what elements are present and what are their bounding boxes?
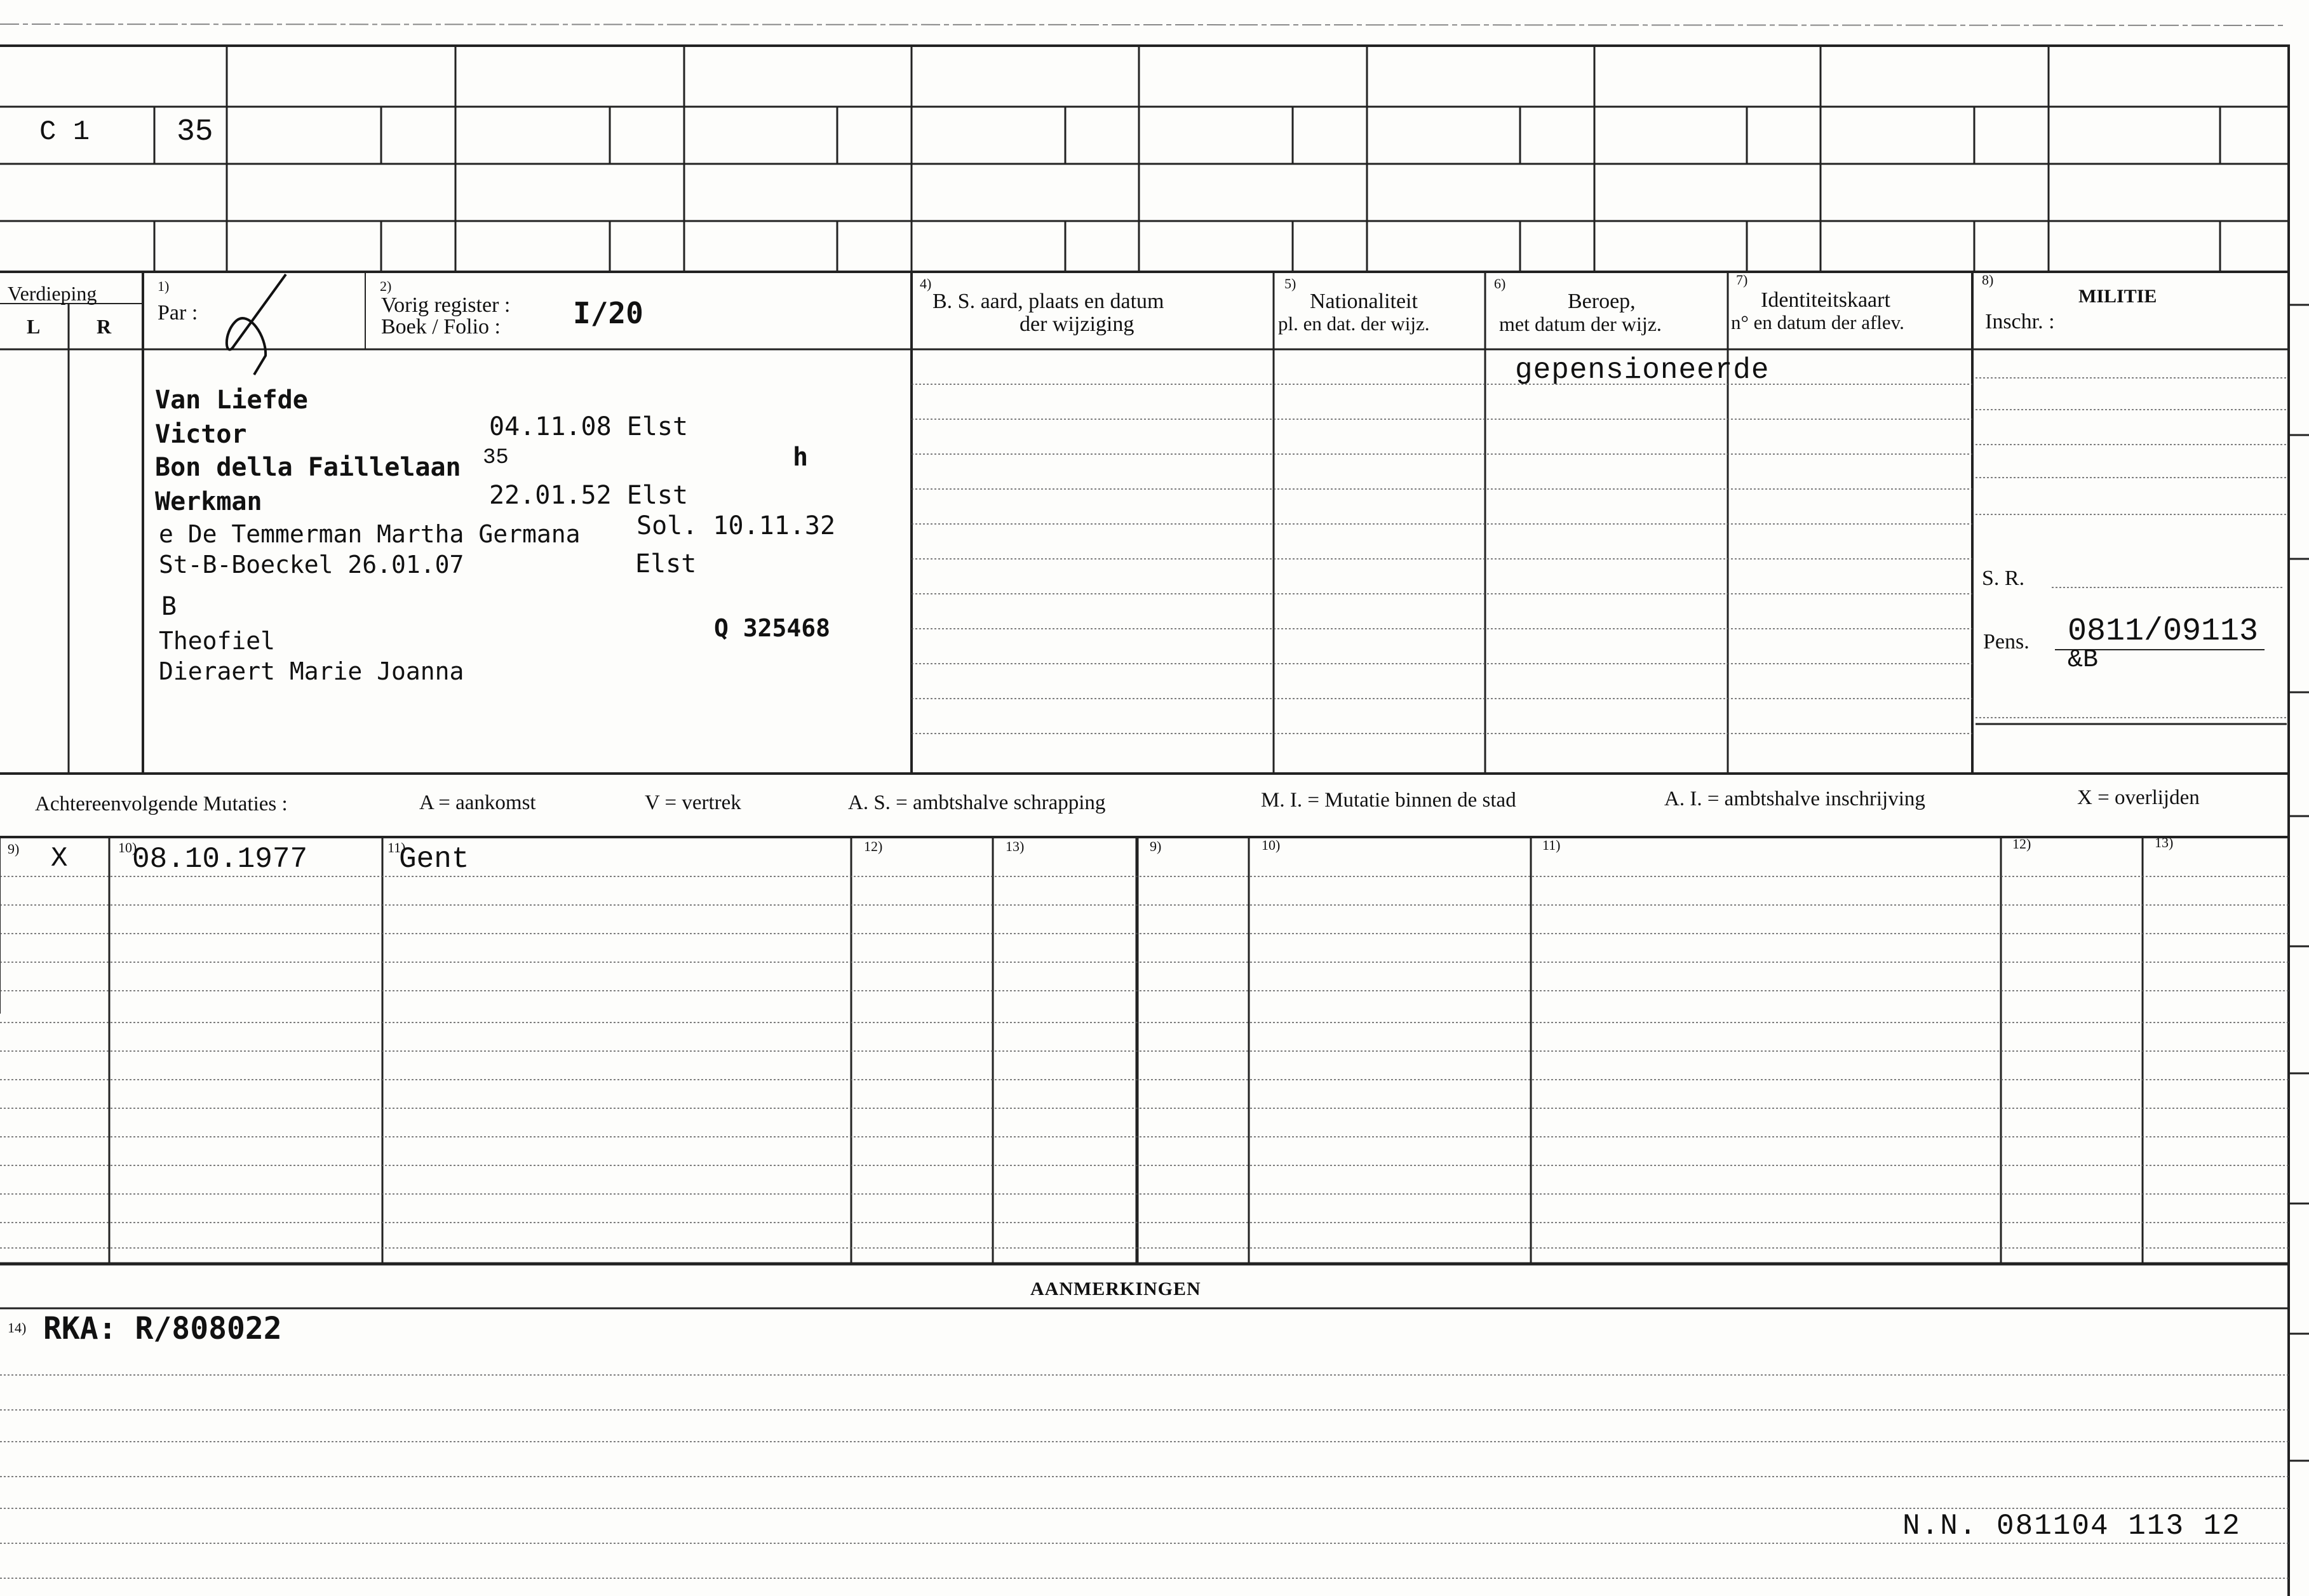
inschr-label: Inschr. : — [1985, 310, 2055, 333]
par-num: 1) — [158, 278, 170, 294]
id-num: 7) — [1736, 272, 1748, 288]
vorig-num: 2) — [380, 278, 392, 294]
bs-line1: B. S. aard, plaats en datum — [932, 290, 1164, 313]
remarks-num: 14) — [8, 1320, 27, 1336]
vorig-label: Vorig register : — [381, 293, 511, 317]
par-label: Par : — [158, 301, 198, 325]
spouse-place: Elst — [635, 549, 697, 579]
beroep-value: gepensioneerde — [1515, 354, 1770, 387]
col-9b: 9) — [1150, 838, 1162, 854]
father: Theofiel — [159, 627, 276, 655]
ber-line2: met datum der wijz. — [1499, 312, 1662, 335]
col-12: 12) — [864, 838, 883, 854]
id-line1: Identiteitskaart — [1761, 288, 1890, 312]
legend-mi: M. I. = Mutatie binnen de stad — [1261, 789, 1516, 812]
col-10b: 10) — [1262, 837, 1281, 853]
col-9: 9) — [8, 841, 20, 857]
code-cell: C 1 — [39, 116, 90, 148]
legend-title: Achtereenvolgende Mutaties : — [35, 793, 288, 815]
bs-num: 4) — [920, 276, 932, 292]
verdieping-label: Verdieping — [8, 282, 97, 305]
id-line2: n° en datum der aflev. — [1731, 311, 1904, 333]
pens-value: 0811/09113 — [2068, 614, 2259, 650]
nat-line2: pl. en dat. der wijz. — [1278, 312, 1430, 335]
verdieping-l: L — [27, 315, 41, 338]
date-2: 22.01.52 Elst — [489, 481, 689, 510]
mother: Dieraert Marie Joanna — [159, 657, 464, 685]
occupation: Werkman — [155, 487, 262, 516]
remarks-title: AANMERKINGEN — [1030, 1278, 1201, 1299]
vorig-value: I/20 — [573, 296, 643, 330]
spouse-date: Sol. 10.11.32 — [636, 511, 836, 540]
spouse: e De Temmerman Martha Germana — [159, 520, 581, 548]
rka-entry: RKA: R/808022 — [43, 1311, 282, 1346]
birth-date: 04.11.08 Elst — [489, 412, 689, 441]
legend-v: V = vertrek — [645, 791, 741, 814]
house-number: 35 — [483, 446, 509, 470]
mutation-date: 08.10.1977 — [132, 843, 308, 876]
col-12b: 12) — [2012, 836, 2031, 852]
mutation-place: Gent — [399, 843, 469, 876]
legend-as: A. S. = ambtshalve schrapping — [848, 791, 1106, 814]
sr-label: S. R. — [1982, 567, 2025, 590]
mil-num: 8) — [1982, 272, 1994, 288]
pens-suffix: &B — [2068, 646, 2099, 674]
b-mark: B — [161, 592, 177, 621]
legend-x: X = overlijden — [2077, 786, 2200, 809]
col-13b: 13) — [2155, 835, 2174, 850]
pens-label: Pens. — [1983, 630, 2030, 654]
id-number: Q 325468 — [714, 614, 831, 642]
nat-line1: Nationaliteit — [1310, 290, 1418, 313]
col-11b: 11) — [1542, 837, 1561, 853]
col-13: 13) — [1006, 838, 1025, 854]
legend-ai: A. I. = ambtshalve inschrijving — [1664, 788, 1925, 810]
mutation-type: X — [51, 843, 68, 875]
h-mark: h — [793, 443, 809, 472]
militie-label: MILITIE — [2078, 286, 2157, 307]
firstname: Victor — [155, 420, 247, 449]
bs-line2: der wijziging — [1020, 312, 1134, 336]
surname: Van Liefde — [155, 386, 308, 415]
col-10: 10) — [118, 840, 137, 855]
col-11: 11) — [387, 840, 406, 855]
nn-number: N.N. 081104 113 12 — [1902, 1510, 2241, 1543]
boek-label: Boek / Folio : — [381, 315, 501, 339]
street: Bon della Faillelaan — [155, 453, 461, 482]
spouse-birth: St-B-Boeckel 26.01.07 — [159, 551, 464, 579]
number-cell: 35 — [177, 115, 213, 149]
legend-a: A = aankomst — [419, 791, 536, 814]
verdieping-r: R — [97, 315, 112, 338]
ber-num: 6) — [1494, 276, 1506, 292]
par-handwritten-mark — [227, 274, 286, 375]
nat-num: 5) — [1284, 276, 1296, 292]
ber-line1: Beroep, — [1568, 290, 1636, 313]
